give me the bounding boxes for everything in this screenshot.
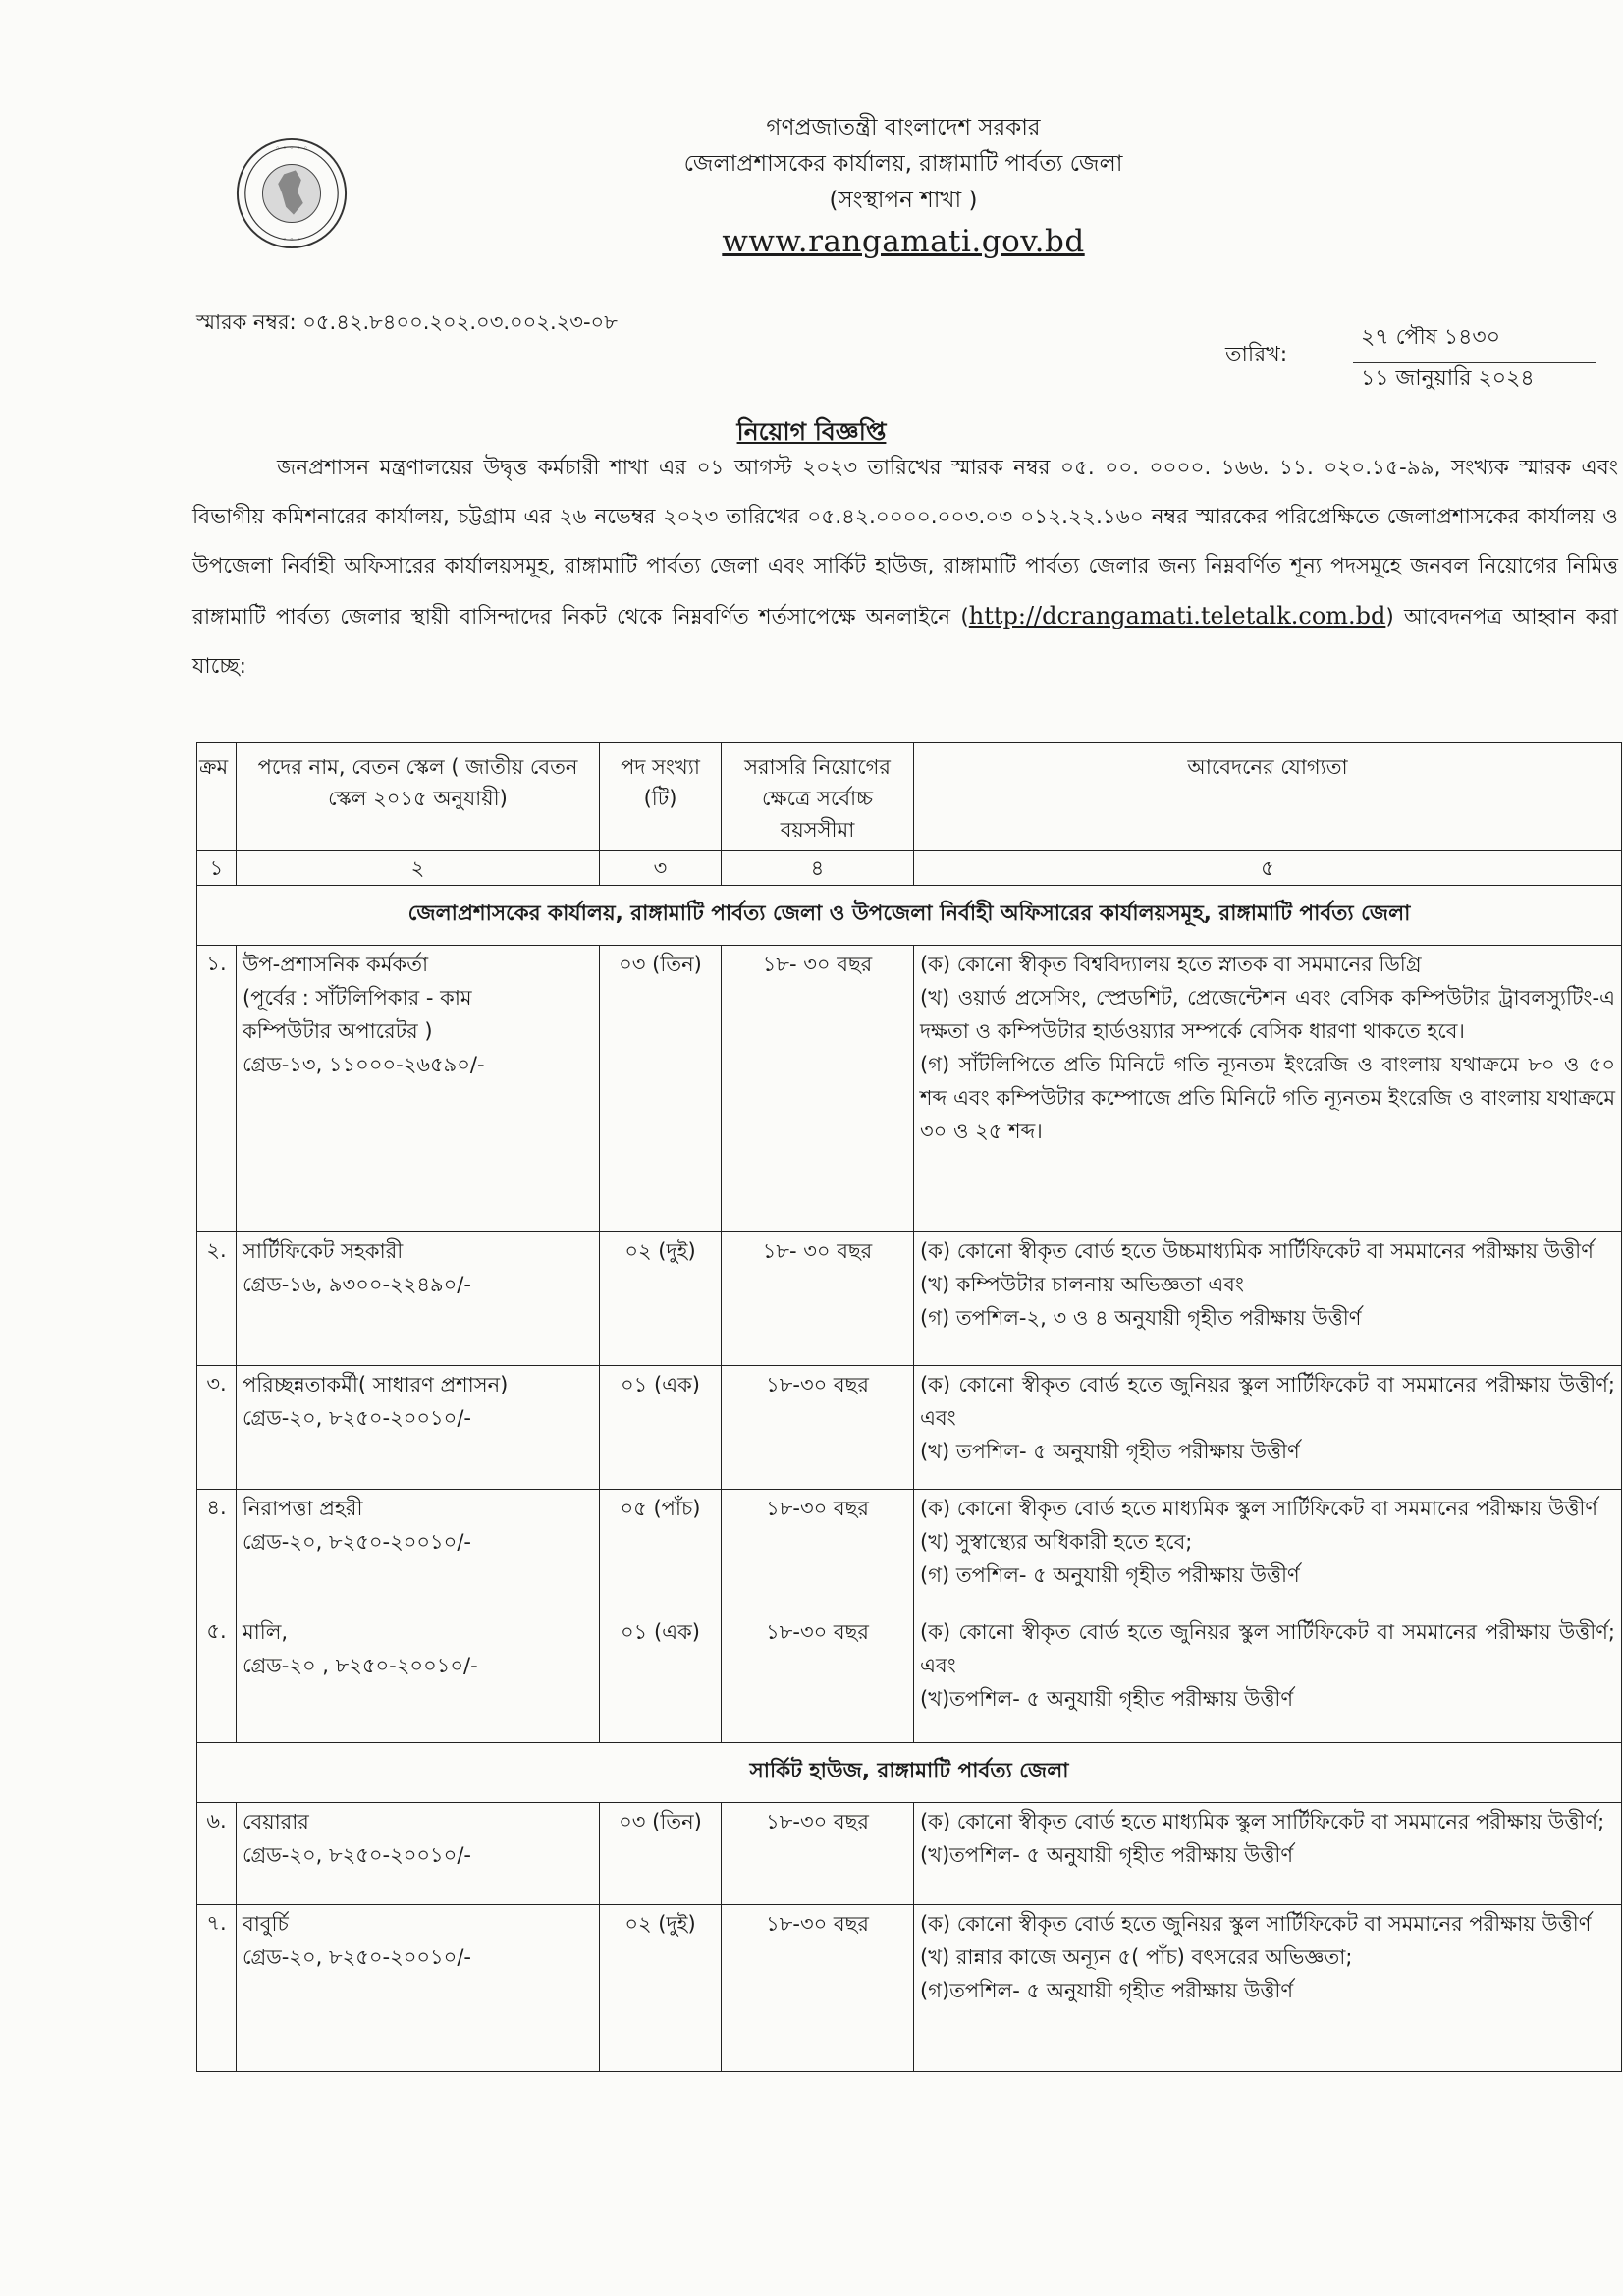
- header-qualification: আবেদনের যোগ্যতা: [914, 743, 1622, 851]
- age-limit: ১৮- ৩০ বছর: [722, 1232, 914, 1366]
- section-heading-row: [197, 1743, 1622, 1803]
- qualification-item: (ক) কোনো স্বীকৃত বোর্ড হতে উচ্চমাধ্যমিক সার্টিফিকেট বা সমমানের পরীক্ষায় উত্তীর্ণ: [920, 1239, 1594, 1263]
- svg-text:◦ ◦ ◦ ◦ ◦: ◦ ◦ ◦ ◦ ◦: [275, 143, 308, 153]
- post-name-line: বাবুর্চি: [243, 1912, 289, 1936]
- government-name: গণপ্রজাতন্ত্রী বাংলাদেশ সরকার: [766, 115, 1041, 140]
- table-row: [197, 1366, 1622, 1490]
- post-name-line: নিরাপত্তা প্রহরী: [243, 1497, 363, 1520]
- header-post-name: পদের নাম, বেতন স্কেল ( জাতীয় বেতন স্কেল ২০১৫ অনুযায়ী): [237, 743, 600, 851]
- intro-text: জনপ্রশাসন মন্ত্রণালয়ের উদ্বৃত্ত কর্মচারী শাখা এর ০১ আগস্ট ২০২৩ তারিখের স্মারক নম্বর ০৫. ০০. ০০০০. ১৬৬. ১১. ০২০.১৫-৯৯, সংখ্যক স্মারক এবং বিভাগীয় কমিশনারের কার্যালয়, চট্টগ্রাম এর ২৬ নভেম্বর ২০২৩ তারিখের ০৫.৪২.০০০০.০০৩.০৩ ০১২.২২.১৬০ নম্বর স্মারকের পরিপ্রেক্ষিতে জেলাপ্রশাসকের কার্যালয় ও উপজেলা নির্বাহী অফিসারের কার্যালয়সমূহ, রাঙ্গামাটি পার্বত্য জেলা এবং সার্কিট হাউজ, রাঙ্গামাটি পার্বত্য জেলার জন্য নিম্নবর্ণিত শূন্য পদসমূহে জনবল নিয়োগের নিমিত্ত রাঙ্গামাটি পার্বত্য জেলার স্থায়ী বাসিন্দাদের নিকট থেকে নিম্নবর্ণিত শর্তসাপেক্ষে অনলাইনে (: [192, 456, 1618, 629]
- post-grade-scale: গ্রেড-২০ , ৮২৫০-২০০১০/-: [243, 1654, 478, 1677]
- table-row: [197, 1613, 1622, 1743]
- serial-number: ৬.: [197, 1803, 237, 1905]
- age-limit: ১৮-৩০ বছর: [722, 1366, 914, 1490]
- qualification-item: (খ) রান্নার কাজে অন্যূন ৫( পাঁচ) বৎসরের অভিজ্ঞতা;: [920, 1945, 1353, 1969]
- post-grade-scale: গ্রেড-১৬, ৯৩০০-২২৪৯০/-: [243, 1273, 471, 1296]
- qualification-item: (ক) কোনো স্বীকৃত বোর্ড হতে জুনিয়র স্কুল সার্টিফিকেট বা সমমানের পরীক্ষায় উত্তীর্ণ; এবং: [920, 1373, 1615, 1430]
- serial-number: ১.: [197, 946, 237, 1232]
- qualification-item: (খ) ওয়ার্ড প্রসেসিং, স্প্রেডশিট, প্রেজেন্টেশন এবং বেসিক কম্পিউটার ট্রাবলস্যুটিং-এ দক্ষতা ও কম্পিউটার হার্ডওয়্যার সম্পর্কে বেসিক ধারণা থাকতে হবে।: [920, 986, 1615, 1043]
- post-count: ০৩ (তিন): [600, 946, 722, 1232]
- post-count: ০১ (এক): [600, 1366, 722, 1490]
- section-name: (সংস্থাপন শাখা ): [829, 188, 978, 213]
- post-name-cell: [237, 1905, 600, 2072]
- qualification-item: (গ)তপশিল- ৫ অনুযায়ী গৃহীত পরীক্ষায় উত্তীর্ণ: [920, 1979, 1294, 2002]
- vacancy-table: [196, 742, 1622, 2072]
- date-label: তারিখ:: [1225, 343, 1288, 367]
- header-serial: ক্রম: [197, 743, 237, 851]
- post-name-cell: [237, 1490, 600, 1613]
- website-link[interactable]: www.rangamati.gov.bd: [722, 224, 1085, 259]
- post-name-line: সার্টিফিকেট সহকারী: [243, 1239, 404, 1263]
- notice-title: নিয়োগ বিজ্ঞপ্তি: [736, 417, 887, 446]
- age-limit: ১৮-৩০ বছর: [722, 1803, 914, 1905]
- qualification-item: (খ) সুস্বাস্থ্যের অধিকারী হতে হবে;: [920, 1530, 1193, 1554]
- table-row: [197, 1490, 1622, 1613]
- post-name-cell: [237, 1232, 600, 1366]
- application-url-link[interactable]: http://dcrangamati.teletalk.com.bd: [968, 602, 1386, 629]
- post-grade-scale: গ্রেড-১৩, ১১০০০-২৬৫৯০/-: [243, 1053, 485, 1076]
- section-heading-circuit-house: সার্কিট হাউজ, রাঙ্গামাটি পার্বত্য জেলা: [197, 1743, 1622, 1803]
- header-age-limit: সরাসরি নিয়োগের ক্ষেত্রে সর্বোচ্চ বয়সসীমা: [722, 743, 914, 851]
- serial-number: ৩.: [197, 1366, 237, 1490]
- post-name-cell: [237, 1366, 600, 1490]
- column-number-row: [197, 851, 1622, 886]
- post-count: ০২ (দুই): [600, 1232, 722, 1366]
- post-grade-scale: গ্রেড-২০, ৮২৫০-২০০১০/-: [243, 1843, 471, 1867]
- column-number: ৫: [914, 851, 1622, 886]
- intro-paragraph: [192, 444, 1618, 691]
- qualification-cell: [914, 1613, 1622, 1743]
- post-name-cell: [237, 1803, 600, 1905]
- qualification-item: (খ) কম্পিউটার চালনায় অভিজ্ঞতা এবং: [920, 1273, 1244, 1296]
- qualification-cell: [914, 946, 1622, 1232]
- column-number: ৪: [722, 851, 914, 886]
- date-english: ১১ জানুয়ারি ২০২৪: [1361, 366, 1535, 391]
- post-name-line: বেয়ারার: [243, 1810, 309, 1833]
- column-number: ৩: [600, 851, 722, 886]
- post-count: ০৫ (পাঁচ): [600, 1490, 722, 1613]
- age-limit: ১৮- ৩০ বছর: [722, 946, 914, 1232]
- serial-number: ৭.: [197, 1905, 237, 2072]
- government-seal: [234, 136, 350, 251]
- age-limit: ১৮-৩০ বছর: [722, 1613, 914, 1743]
- qualification-item: (খ)তপশিল- ৫ অনুযায়ী গৃহীত পরীক্ষায় উত্তীর্ণ: [920, 1843, 1294, 1867]
- qualification-item: (গ) তপশিল- ৫ অনুযায়ী গৃহীত পরীক্ষায় উত্তীর্ণ: [920, 1563, 1300, 1587]
- table-row: [197, 1803, 1622, 1905]
- post-grade-scale: গ্রেড-২০, ৮২৫০-২০০১০/-: [243, 1406, 471, 1430]
- serial-number: ৪.: [197, 1490, 237, 1613]
- post-grade-scale: গ্রেড-২০, ৮২৫০-২০০১০/-: [243, 1945, 471, 1969]
- qualification-item: (ক) কোনো স্বীকৃত বিশ্ববিদ্যালয় হতে স্নাতক বা সমমানের ডিগ্রি: [920, 953, 1422, 976]
- post-name-line: উপ-প্রশাসনিক কর্মকর্তা: [243, 953, 429, 976]
- age-limit: ১৮-৩০ বছর: [722, 1905, 914, 2072]
- post-name-cell: [237, 1613, 600, 1743]
- svg-text:◦ ◦ ◦: ◦ ◦ ◦: [282, 235, 301, 245]
- post-name-line: (পূর্বের : সাঁটলিপিকার - কাম: [243, 986, 472, 1010]
- post-count: ০৩ (তিন): [600, 1803, 722, 1905]
- post-count: ০১ (এক): [600, 1613, 722, 1743]
- post-grade-scale: গ্রেড-২০, ৮২৫০-২০০১০/-: [243, 1530, 471, 1554]
- post-count: ০২ (দুই): [600, 1905, 722, 2072]
- post-name-line: কম্পিউটার অপারেটর ): [243, 1019, 433, 1043]
- post-name-cell: [237, 946, 600, 1232]
- qualification-item: (গ) তপশিল-২, ৩ ও ৪ অনুযায়ী গৃহীত পরীক্ষায় উত্তীর্ণ: [920, 1306, 1362, 1330]
- age-limit: ১৮-৩০ বছর: [722, 1490, 914, 1613]
- office-header: [550, 110, 1257, 265]
- memo-number: স্মারক নম্বর: ০৫.৪২.৮৪০০.২০২.০৩.০০২.২৩-০৮: [196, 310, 618, 334]
- column-number: ২: [237, 851, 600, 886]
- post-name-line: পরিচ্ছন্নতাকর্মী( সাধারণ প্রশাসন): [243, 1373, 509, 1396]
- qualification-item: (খ) তপশিল- ৫ অনুযায়ী গৃহীত পরীক্ষায় উত্তীর্ণ: [920, 1440, 1300, 1463]
- qualification-cell: [914, 1803, 1622, 1905]
- table-row: [197, 946, 1622, 1232]
- column-number: ১: [197, 851, 237, 886]
- qualification-item: (গ) সাঁটলিপিতে প্রতি মিনিটে গতি ন্যূনতম ইংরেজি ও বাংলায় যথাক্রমে ৮০ ও ৫০ শব্দ এবং কম্পিউটার কম্পোজে প্রতি মিনিটে গতি ন্যূনতম ইংরেজি ও বাংলায় যথাক্রমে ৩০ ও ২৫ শব্দ।: [920, 1053, 1615, 1143]
- serial-number: ২.: [197, 1232, 237, 1366]
- section-heading-dc-office: জেলাপ্রশাসকের কার্যালয়, রাঙ্গামাটি পার্বত্য জেলা ও উপজেলা নির্বাহী অফিসারের কার্যালয়সমূহ, রাঙ্গামাটি পার্বত্য জেলা: [197, 886, 1622, 946]
- intro-text-end: ) আবেদনপত্র আহ্বান করা যাচ্ছে:: [192, 605, 1619, 679]
- table-row: [197, 1905, 1622, 2072]
- office-name: জেলাপ্রশাসকের কার্যালয়, রাঙ্গামাটি পার্বত্য জেলা: [683, 151, 1123, 177]
- qualification-item: (ক) কোনো স্বীকৃত বোর্ড হতে জুনিয়র স্কুল সার্টিফিকেট বা সমমানের পরীক্ষায় উত্তীর্ণ; এবং: [920, 1620, 1615, 1677]
- qualification-cell: [914, 1490, 1622, 1613]
- qualification-cell: [914, 1905, 1622, 2072]
- date-bangla: ২৭ পৌষ ১৪৩০: [1353, 320, 1596, 363]
- qualification-item: (ক) কোনো স্বীকৃত বোর্ড হতে মাধ্যমিক স্কুল সার্টিফিকেট বা সমমানের পরীক্ষায় উত্তীর্ণ: [920, 1497, 1598, 1520]
- qualification-cell: [914, 1232, 1622, 1366]
- serial-number: ৫.: [197, 1613, 237, 1743]
- qualification-cell: [914, 1366, 1622, 1490]
- table-row: [197, 1232, 1622, 1366]
- qualification-item: (খ)তপশিল- ৫ অনুযায়ী গৃহীত পরীক্ষায় উত্তীর্ণ: [920, 1687, 1294, 1711]
- post-name-line: মালি,: [243, 1620, 289, 1644]
- qualification-item: (ক) কোনো স্বীকৃত বোর্ড হতে জুনিয়র স্কুল সার্টিফিকেট বা সমমানের পরীক্ষায় উত্তীর্ণ: [920, 1912, 1592, 1936]
- section-heading-row: [197, 886, 1622, 946]
- header-post-count: পদ সংখ্যা (টি): [600, 743, 722, 851]
- qualification-item: (ক) কোনো স্বীকৃত বোর্ড হতে মাধ্যমিক স্কুল সার্টিফিকেট বা সমমানের পরীক্ষায় উত্তীর্ণ;: [920, 1810, 1605, 1833]
